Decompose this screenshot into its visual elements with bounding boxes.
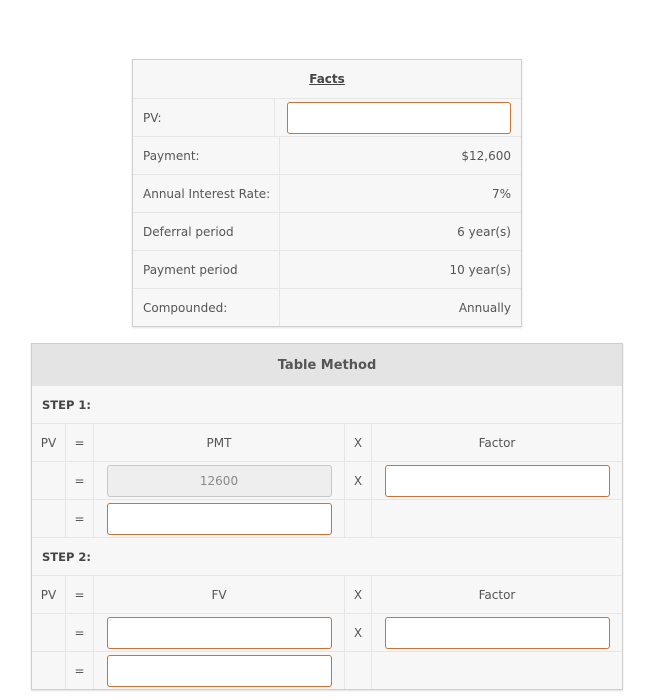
facts-value-payment-period: 10 year(s) [449, 262, 511, 277]
facts-panel [132, 59, 522, 327]
step2-row2-pv-cell [32, 652, 66, 689]
step2-label: STEP 2: [32, 538, 622, 576]
facts-value-cell-pv [275, 99, 521, 136]
step1-label: STEP 1: [32, 386, 622, 424]
facts-header [133, 60, 521, 99]
facts-row-pv [133, 99, 521, 137]
facts-label-payment: Payment: [133, 137, 280, 174]
step1-header-x: X [345, 424, 372, 461]
step2-row2-eq: = [66, 652, 94, 689]
step1-result-row [32, 500, 622, 538]
step1-header-row [32, 424, 622, 462]
step2-header-fv: FV [94, 576, 345, 613]
table-method-panel [31, 343, 623, 690]
step1-header-eq: = [66, 424, 94, 461]
step1-result-cell [94, 500, 345, 537]
step2-result-input[interactable] [107, 655, 332, 687]
step2-fv-input[interactable] [107, 617, 332, 649]
facts-row-payment-period [133, 251, 521, 289]
step2-fv-cell [94, 614, 345, 651]
facts-row-payment [133, 137, 521, 175]
facts-row-deferral-period [133, 213, 521, 251]
step2-header-x: X [345, 576, 372, 613]
step2-row2-x-cell [345, 652, 372, 689]
step1-row1-x: X [345, 462, 372, 499]
step2-result-cell [94, 652, 345, 689]
step1-header-pmt: PMT [94, 424, 345, 461]
step2-row1-pv-cell [32, 614, 66, 651]
step2-row2-empty-cell [372, 652, 622, 689]
facts-value-payment: $12,600 [461, 148, 511, 163]
facts-label-pv: PV: [133, 99, 275, 136]
step1-factor-cell [372, 462, 622, 499]
table-method-title: Table Method [32, 344, 622, 386]
step1-row2-empty-cell [372, 500, 622, 537]
step1-pmt-cell [94, 462, 345, 499]
step1-row2-pv-cell [32, 500, 66, 537]
step2-input-row [32, 614, 622, 652]
step1-result-input[interactable] [107, 503, 332, 535]
step1-input-row [32, 462, 622, 500]
step1-header-pv: PV [32, 424, 66, 461]
facts-row-compounded [133, 289, 521, 326]
facts-title: Facts [309, 72, 345, 86]
step1-row1-pv-cell [32, 462, 66, 499]
step2-row1-eq: = [66, 614, 94, 651]
facts-label-compounded: Compounded: [133, 289, 280, 326]
step1-header-factor: Factor [478, 435, 516, 450]
step2-header-factor: Factor [478, 587, 516, 602]
step1-pmt-readonly: 12600 [107, 465, 332, 497]
facts-label-interest-rate: Annual Interest Rate: [133, 175, 280, 212]
step1-factor-input[interactable] [385, 465, 610, 497]
step2-header-row [32, 576, 622, 614]
facts-label-deferral-period: Deferral period [133, 213, 280, 250]
facts-value-interest-rate: 7% [491, 186, 511, 201]
step1-row1-eq: = [66, 462, 94, 499]
step2-header-pv: PV [32, 576, 66, 613]
step2-factor-cell [372, 614, 622, 651]
pv-input[interactable] [287, 102, 511, 134]
step2-row1-x: X [345, 614, 372, 651]
facts-value-deferral-period: 6 year(s) [457, 224, 511, 239]
facts-label-payment-period: Payment period [133, 251, 280, 288]
step2-header-eq: = [66, 576, 94, 613]
facts-value-compounded: Annually [458, 300, 511, 315]
step2-factor-input[interactable] [385, 617, 610, 649]
step1-row2-eq: = [66, 500, 94, 537]
step1-row2-x-cell [345, 500, 372, 537]
step2-result-row [32, 652, 622, 689]
facts-row-interest-rate [133, 175, 521, 213]
